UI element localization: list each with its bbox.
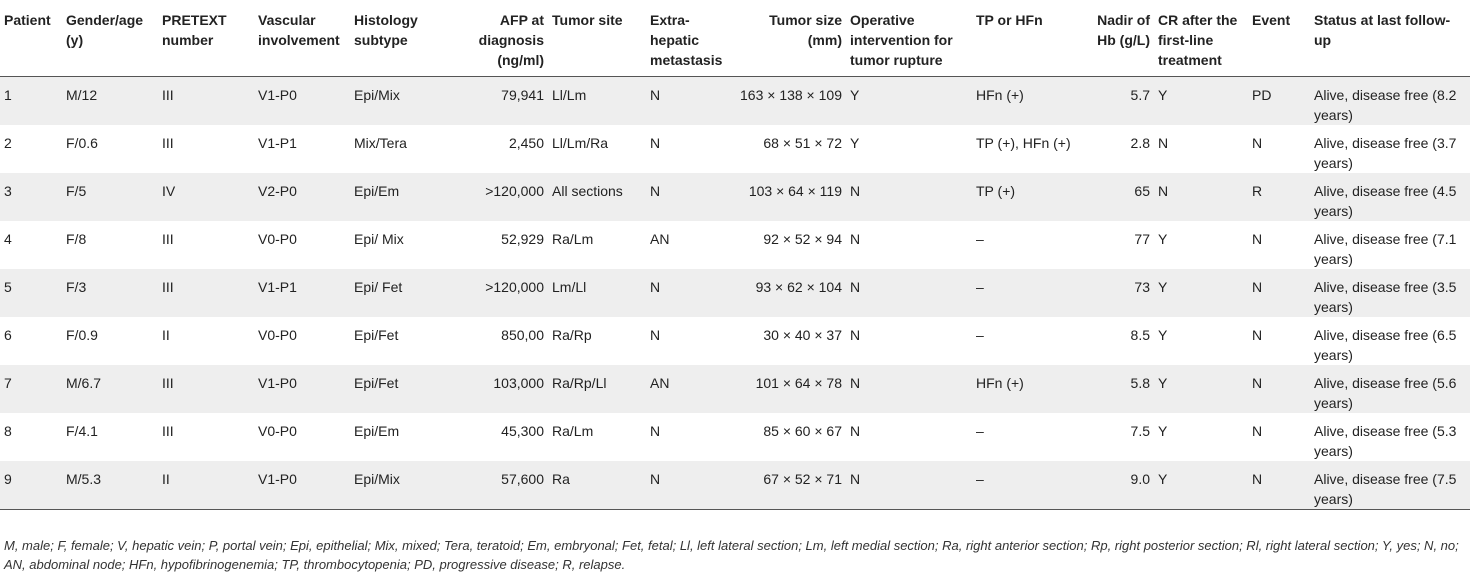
cell-patient: 7: [4, 375, 12, 391]
cell-afp: 52,929: [501, 231, 544, 247]
cell-event: N: [1252, 375, 1263, 391]
cell-pretext: IV: [162, 183, 176, 199]
cell-pretext: II: [162, 471, 170, 487]
cell-event: N: [1252, 423, 1263, 439]
cell-tp-hfn: TP (+), HFn (+): [976, 135, 1071, 151]
cell-event: N: [1252, 231, 1263, 247]
cell-tp-hfn: –: [976, 231, 984, 247]
cell-afp: 2,450: [508, 135, 544, 151]
cell-tumor-size: 68 × 51 × 72: [763, 135, 842, 151]
cell-tumor-size: 93 × 62 × 104: [755, 279, 842, 295]
cell-nadir-hb: 65: [1134, 183, 1150, 199]
table-header-row: [0, 6, 1470, 77]
cell-cr: N: [1158, 135, 1169, 151]
cell-cr: Y: [1158, 471, 1168, 487]
table-row: [0, 221, 1470, 269]
cell-pretext: III: [162, 231, 174, 247]
cell-pretext: III: [162, 279, 174, 295]
cell-tp-hfn: TP (+): [976, 183, 1016, 199]
cell-gender-age: F/0.9: [66, 327, 98, 343]
table-row: [0, 461, 1470, 510]
cell-afp: 79,941: [501, 87, 544, 103]
cell-vascular: V1-P0: [258, 471, 297, 487]
cell-nadir-hb: 9.0: [1130, 471, 1150, 487]
cell-event: R: [1252, 183, 1263, 199]
cell-tumor-site: Ra/Lm: [552, 231, 594, 247]
cell-tumor-site: Lm/Ll: [552, 279, 587, 295]
cell-patient: 6: [4, 327, 12, 343]
cell-operative: Y: [850, 135, 860, 151]
header-cr: CR after the first-line treatment: [1158, 12, 1238, 68]
cell-tp-hfn: –: [976, 327, 984, 343]
cell-tumor-size: 163 × 138 × 109: [740, 87, 842, 103]
cell-patient: 4: [4, 231, 12, 247]
cell-cr: N: [1158, 183, 1169, 199]
cell-gender-age: F/0.6: [66, 135, 98, 151]
header-patient: Patient: [4, 12, 51, 28]
cell-nadir-hb: 73: [1134, 279, 1150, 295]
cell-nadir-hb: 7.5: [1130, 423, 1150, 439]
cell-status: Alive, disease free (7.1 years): [1314, 231, 1457, 267]
table-row: [0, 413, 1470, 461]
cell-histology: Mix/Tera: [354, 135, 407, 151]
cell-event: N: [1252, 135, 1263, 151]
cell-tumor-site: Ra/Lm: [552, 423, 594, 439]
cell-pretext: III: [162, 135, 174, 151]
header-histology: Histology subtype: [354, 12, 418, 48]
cell-nadir-hb: 77: [1134, 231, 1150, 247]
cell-patient: 1: [4, 87, 12, 103]
cell-operative: N: [850, 279, 861, 295]
table-row: [0, 317, 1470, 365]
cell-vascular: V0-P0: [258, 327, 297, 343]
cell-patient: 3: [4, 183, 12, 199]
cell-status: Alive, disease free (3.7 years): [1314, 135, 1457, 171]
cell-cr: Y: [1158, 279, 1168, 295]
cell-tp-hfn: –: [976, 423, 984, 439]
cell-pretext: III: [162, 87, 174, 103]
header-nadir-hb: Nadir of Hb (g/L): [1097, 12, 1150, 48]
cell-metastasis: N: [650, 423, 661, 439]
cell-gender-age: F/5: [66, 183, 87, 199]
cell-event: N: [1252, 279, 1263, 295]
cell-vascular: V1-P0: [258, 87, 297, 103]
cell-nadir-hb: 5.7: [1130, 87, 1150, 103]
cell-nadir-hb: 8.5: [1130, 327, 1150, 343]
cell-gender-age: M/6.7: [66, 375, 102, 391]
cell-operative: N: [850, 375, 861, 391]
cell-gender-age: F/4.1: [66, 423, 98, 439]
cell-event: N: [1252, 327, 1263, 343]
cell-tumor-size: 101 × 64 × 78: [755, 375, 842, 391]
table-row: [0, 365, 1470, 413]
header-vascular: Vascular involvement: [258, 12, 340, 48]
cell-tumor-size: 85 × 60 × 67: [763, 423, 842, 439]
cell-tumor-site: Ra/Rp/Ll: [552, 375, 607, 391]
cell-tp-hfn: –: [976, 279, 984, 295]
cell-operative: Y: [850, 87, 860, 103]
cell-operative: N: [850, 327, 861, 343]
cell-metastasis: N: [650, 327, 661, 343]
header-metastasis: Extra-hepatic metastasis: [650, 12, 723, 68]
cell-tumor-size: 103 × 64 × 119: [748, 183, 842, 199]
cell-status: Alive, disease free (8.2 years): [1314, 87, 1457, 123]
cell-metastasis: N: [650, 87, 661, 103]
cell-afp: 45,300: [501, 423, 544, 439]
cell-operative: N: [850, 231, 861, 247]
header-afp: AFP at diagnosis (ng/ml): [478, 12, 544, 68]
header-status: Status at last follow-up: [1314, 12, 1451, 48]
cell-nadir-hb: 2.8: [1130, 135, 1150, 151]
cell-gender-age: F/8: [66, 231, 87, 247]
table-row: [0, 77, 1470, 126]
cell-histology: Epi/Fet: [354, 375, 399, 391]
header-tp-hfn: TP or HFn: [976, 12, 1043, 28]
cell-patient: 8: [4, 423, 12, 439]
cell-cr: Y: [1158, 87, 1168, 103]
cell-tumor-size: 30 × 40 × 37: [763, 327, 842, 343]
cell-operative: N: [850, 423, 861, 439]
cell-tumor-site: All sections: [552, 183, 623, 199]
cell-status: Alive, disease free (4.5 years): [1314, 183, 1457, 219]
table-row: [0, 173, 1470, 221]
cell-tumor-size: 92 × 52 × 94: [763, 231, 842, 247]
cell-status: Alive, disease free (7.5 years): [1314, 471, 1457, 507]
cell-tumor-site: Ra/Rp: [552, 327, 592, 343]
cell-cr: Y: [1158, 423, 1168, 439]
cell-vascular: V1-P1: [258, 279, 297, 295]
cell-pretext: II: [162, 327, 170, 343]
cell-tp-hfn: HFn (+): [976, 375, 1024, 391]
cell-pretext: III: [162, 375, 174, 391]
cell-metastasis: AN: [650, 231, 670, 247]
table-row: [0, 269, 1470, 317]
cell-afp: >120,000: [485, 279, 544, 295]
cell-vascular: V0-P0: [258, 231, 297, 247]
header-tumor-size: Tumor size (mm): [769, 12, 842, 48]
cell-tumor-site: Ra: [552, 471, 570, 487]
cell-afp: >120,000: [485, 183, 544, 199]
cell-vascular: V1-P0: [258, 375, 297, 391]
cell-histology: Epi/ Mix: [354, 231, 404, 247]
cell-metastasis: N: [650, 183, 661, 199]
header-operative: Operative intervention for tumor rupture: [850, 12, 953, 68]
table-row: [0, 125, 1470, 173]
cell-vascular: V0-P0: [258, 423, 297, 439]
cell-pretext: III: [162, 423, 174, 439]
cell-vascular: V1-P1: [258, 135, 297, 151]
cell-histology: Epi/Mix: [354, 87, 400, 103]
cell-event: N: [1252, 471, 1263, 487]
cell-event: PD: [1252, 87, 1272, 103]
table-body: [0, 77, 1470, 510]
cell-patient: 5: [4, 279, 12, 295]
cell-status: Alive, disease free (5.3 years): [1314, 423, 1457, 459]
header-pretext: PRETEXT number: [162, 12, 227, 48]
cell-tumor-size: 67 × 52 × 71: [763, 471, 842, 487]
patient-table: [0, 6, 1470, 510]
cell-metastasis: N: [650, 135, 661, 151]
header-event: Event: [1252, 12, 1291, 28]
cell-gender-age: F/3: [66, 279, 87, 295]
cell-afp: 57,600: [501, 471, 544, 487]
cell-tumor-site: Ll/Lm: [552, 87, 587, 103]
cell-operative: N: [850, 471, 861, 487]
cell-tp-hfn: –: [976, 471, 984, 487]
cell-tp-hfn: HFn (+): [976, 87, 1024, 103]
cell-histology: Epi/Em: [354, 423, 400, 439]
cell-patient: 9: [4, 471, 12, 487]
header-gender-age: Gender/age (y): [66, 12, 144, 48]
cell-cr: Y: [1158, 375, 1168, 391]
cell-metastasis: N: [650, 471, 661, 487]
cell-patient: 2: [4, 135, 12, 151]
cell-metastasis: N: [650, 279, 661, 295]
header-tumor-site: Tumor site: [552, 12, 623, 28]
cell-gender-age: M/12: [66, 87, 98, 103]
cell-operative: N: [850, 183, 861, 199]
cell-histology: Epi/Mix: [354, 471, 400, 487]
table-footnote: M, male; F, female; V, hepatic vein; P, portal vein; Epi, epithelial; Mix, mixed; Tera, teratoid; Em, embryonal; Fet, fetal; Ll, left lateral section; Lm, left medial section; Ra, right anterior section; Rp, right posterior section; Rl, right lateral section; Y, yes; N, no; AN, abdominal node; HFn, hypofibrinogenemia; TP, thrombocytopenia; PD, progressive disease; R, relapse.: [4, 538, 1459, 572]
cell-cr: Y: [1158, 231, 1168, 247]
cell-status: Alive, disease free (6.5 years): [1314, 327, 1457, 363]
cell-histology: Epi/ Fet: [354, 279, 403, 295]
cell-afp: 103,000: [493, 375, 544, 391]
cell-vascular: V2-P0: [258, 183, 297, 199]
cell-histology: Epi/Fet: [354, 327, 399, 343]
cell-cr: Y: [1158, 327, 1168, 343]
cell-gender-age: M/5.3: [66, 471, 102, 487]
cell-afp: 850,00: [501, 327, 544, 343]
cell-metastasis: AN: [650, 375, 670, 391]
cell-tumor-site: Ll/Lm/Ra: [552, 135, 609, 151]
cell-histology: Epi/Em: [354, 183, 400, 199]
cell-status: Alive, disease free (5.6 years): [1314, 375, 1457, 411]
cell-status: Alive, disease free (3.5 years): [1314, 279, 1457, 315]
cell-nadir-hb: 5.8: [1130, 375, 1150, 391]
